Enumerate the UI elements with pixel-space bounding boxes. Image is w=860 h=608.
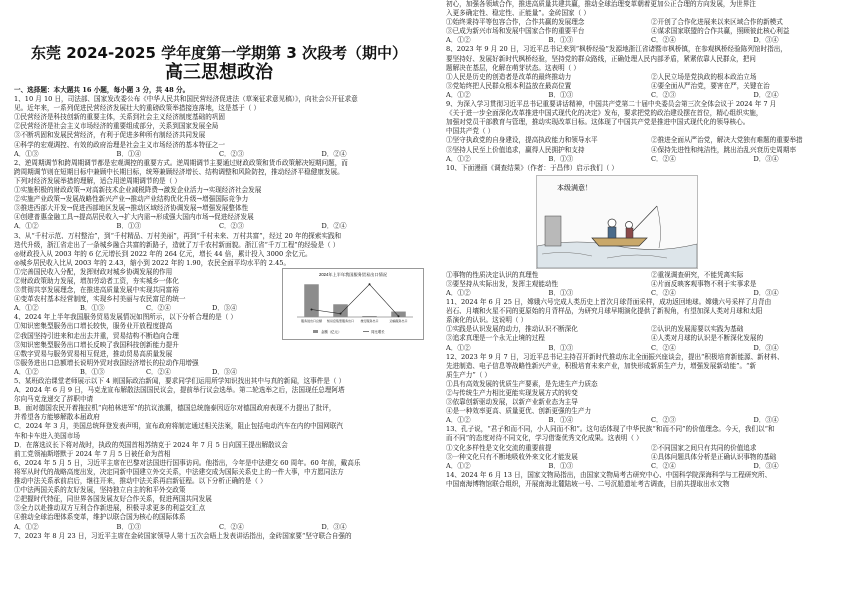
chart-svg bbox=[283, 269, 423, 339]
q4-item: ⑤服务进出口总额增长说明外贸对我国经济增长的拉动作用增强 bbox=[14, 358, 199, 367]
q12-item: ②与传统生产力相比更能实现发展方式的转变 bbox=[446, 389, 578, 397]
q5-line: 尔向马克龙递交了辞职申请 bbox=[14, 395, 94, 404]
question-7-continued bbox=[446, 0, 856, 45]
option-a[interactable]: A．①③ bbox=[14, 149, 39, 158]
q2-options bbox=[14, 222, 424, 231]
q5-line: B．面对德国农民开着拖拉机“向柏林进军”的抗议浪潮，德国总统施泰因迈尔对德国政府表现不力提出了批评， bbox=[14, 404, 336, 413]
option-d[interactable]: D．②④ bbox=[321, 149, 347, 158]
chart-category-label: 知识密集型服务出口 bbox=[326, 318, 355, 323]
q10-item: ①事物的性质决定认识的真理性 bbox=[446, 270, 539, 279]
option-b[interactable]: B．①④ bbox=[548, 416, 574, 425]
q6-item: ③全力以赴推动双方互利合作新进展，积极寻求更多的利益交汇点 bbox=[14, 504, 206, 513]
q11-item: ①实践是认识发展的动力，推动认识不断深化 bbox=[446, 325, 578, 334]
option-d[interactable]: D．③④ bbox=[753, 343, 779, 352]
q10-item: ④片面反映客观事物不利于实事求是 bbox=[651, 279, 757, 288]
cartoon-drawing bbox=[537, 176, 697, 268]
option-c[interactable]: C．②③ bbox=[219, 222, 244, 231]
q12-item: ①具有高效发展的优质生产要素，是先进生产力质态 bbox=[446, 379, 598, 388]
q8-line: 题解决在基层，化解在萌芽状态。这表明（ ） bbox=[446, 63, 580, 72]
q14-line: 中国南海博物馆联合组织，开展南海北麓陆坡一号、二号沉船遗址考古调查，目前共提取出水文物 bbox=[446, 479, 730, 488]
q1-item: ①民营经济是科技创新的重要主体，关系到社会主义经济制度基础的巩固 bbox=[14, 113, 225, 122]
q9-item: ①坚守执政党的自身建设，提高执政能力和领导水平 bbox=[446, 136, 598, 145]
option-c[interactable]: C．②③ bbox=[219, 149, 244, 158]
q8-item: ③党始终把人民群众根本利益放在最高位置 bbox=[446, 81, 572, 90]
q6-line: 推动中法关系承前启后，继往开来，推动中法关系再启新征程。以下分析正确的是（ ） bbox=[14, 477, 267, 486]
q3-line: 3、从“千村示范、万村整治”，到“千村精品、万村美丽”，再到“千村未来、万村共富”，经过 20 年的探索实践和 bbox=[14, 231, 342, 240]
q13-line: 13、孔子说，“君子和而不同，小人同而不和”。这句话体现了中华民族“和而不同”的价值理念。今天，我们以“和 bbox=[446, 425, 775, 434]
exam-subject: 高三思想政治 bbox=[165, 62, 273, 83]
option-c[interactable]: C．②④ bbox=[651, 461, 676, 470]
right-column bbox=[446, 0, 856, 608]
q7-item: ②开创了合作化进展来以来区域合作的新模式 bbox=[651, 18, 783, 27]
q11-line: 系演化的认识。这说明（ ） bbox=[446, 316, 528, 325]
option-a[interactable]: A．①② bbox=[446, 154, 471, 163]
question-8 bbox=[446, 45, 856, 100]
q5-line: 5、某班政治课堂老师展示以下 4 则国际政治新闻，要求同学们运用所学知识找出其中与真的新闻，这事件是（ ） bbox=[14, 377, 346, 385]
option-d[interactable]: D．③④ bbox=[321, 522, 347, 531]
option-c[interactable]: C．②④ bbox=[651, 288, 676, 297]
q3-item: ④变革农村基本经营制度，实现乡村美丽与农民富足的统一 bbox=[14, 295, 186, 304]
option-b[interactable]: B．①③ bbox=[548, 461, 574, 470]
option-d[interactable]: D．③④ bbox=[753, 36, 779, 45]
q10-item: ③要坚持从实际出发，发挥主观能动性 bbox=[446, 279, 559, 288]
q5-line: 车和卡车进入美国市场 bbox=[14, 431, 80, 440]
option-d[interactable]: D．②④ bbox=[321, 222, 347, 231]
q2-item: ③推进西部大开发→促进西部地区发展→推动区域经济协调发展→增强发展整体性 bbox=[14, 204, 249, 213]
question-1 bbox=[14, 95, 424, 159]
q4-options bbox=[14, 368, 278, 377]
option-b[interactable]: B．①③ bbox=[548, 90, 574, 99]
q13-line: 而不同”的态度对待不同文化，学习借鉴优秀文化成果。这表明（ ） bbox=[446, 434, 643, 443]
q11-item: ②认识的发展需要以实践为基础 bbox=[651, 325, 744, 334]
chart-category-label: 旅行服务出口 bbox=[360, 318, 379, 323]
section-heading: 一、选择题：本大题共 16 小题，每小题 3 分，共 48 分。 bbox=[14, 86, 190, 94]
q9-item: ③坚持人民至上价值追求，赢得人民拥护和支持 bbox=[446, 145, 585, 154]
q13-item: ①文化多样性是文化交流的重要前提 bbox=[446, 443, 552, 452]
q3-item: ③贯彻共享发展理念，在推进高质量发展中实现共同富裕 bbox=[14, 286, 179, 295]
q9-line: 中国共产党（ ） bbox=[446, 127, 495, 136]
question-2 bbox=[14, 159, 424, 232]
option-b[interactable]: B．①③ bbox=[116, 522, 142, 531]
q4-item: ①知识密集型服务出口增长较快，服务业开放程度提高 bbox=[14, 322, 173, 331]
q9-item: ④保持先进性和纯洁性，跳出治乱兴衰历史周期率 bbox=[651, 145, 797, 154]
option-c[interactable]: C．②④ bbox=[651, 36, 676, 45]
q7-item: ③已成为新兴市场和发展中国家合作的重要平台 bbox=[446, 27, 585, 36]
q1-item: ②民营经济是社会主义市场经济的重要组成部分，关系到国家发展全局 bbox=[14, 122, 219, 131]
chart-growth-line bbox=[312, 284, 399, 316]
q1-item: ③不断巩固和发展民营经济，有利于促进多种所有制经济共同发展 bbox=[14, 131, 206, 140]
q7-item: ④谋求国家联盟的合作共赢，照顾彼此核心利益 bbox=[651, 27, 790, 36]
q6-item: ①中法两国关系的友好发展，坚持独立自主的和平外交政策 bbox=[14, 486, 186, 495]
option-b[interactable]: B．①③ bbox=[116, 222, 142, 231]
q9-line: 9、为深入学习贯彻习近平总书记重要讲话精神，中国共产党第二十届中央委员会第三次全体会议于 2024 年 7 月 bbox=[446, 100, 777, 109]
question-10 bbox=[446, 164, 856, 298]
chart-category-label: 运输服务出口 bbox=[389, 318, 408, 323]
q3-item: ②财政政策助力发展，增加劳动者工资，夯实城乡一体化 bbox=[14, 276, 179, 285]
q8-line: 要坚持好、发展好新时代枫桥经验，坚持党的群众路线，正确处理人民内部矛盾，紧紧依靠人民群众，把问 bbox=[446, 54, 756, 63]
option-c[interactable]: C．②④ bbox=[146, 367, 171, 376]
option-b[interactable]: B．①③ bbox=[548, 343, 574, 352]
q6-item: ②把握时代特征，同世界各国发展友好合作关系，促进两国共同发展 bbox=[14, 495, 212, 504]
q1-line: 1、10 月 10 日，司法部、国家发改委公布《中华人民共和国民营经济促进法（草案征求意见稿）》，向社会公开征求意 bbox=[14, 95, 358, 104]
option-d[interactable]: D．③④ bbox=[753, 416, 779, 425]
q11-item: ③追求真理是一个永无止境的过程 bbox=[446, 334, 545, 343]
q6-line: 将军从时代的战略高度出发，决定同新中国建立外交关系，中法建交成为国际关系史上的一件大事，中方愿同法方 bbox=[14, 467, 344, 476]
option-b[interactable]: B．①④ bbox=[116, 149, 142, 158]
question-5 bbox=[14, 377, 424, 459]
option-c[interactable]: C．②④ bbox=[219, 522, 244, 531]
chart-bar bbox=[362, 316, 377, 317]
q7-line: 初心，加强各领域合作，推进高质量共建共赢，推动全球治理变革朝着更加公正合理的方向发展，为世界注 bbox=[446, 0, 756, 8]
q2-line: 下列对经济发展举措的理解，适合用逆周期调节的是（ ） bbox=[14, 176, 181, 185]
option-c[interactable]: C．②④ bbox=[146, 304, 171, 313]
q8-item: ④要全面从严治党，要害在严，关键在治 bbox=[651, 81, 770, 90]
option-a[interactable]: A．①② bbox=[14, 522, 39, 531]
option-c[interactable]: C．②③ bbox=[651, 416, 676, 425]
option-a[interactable]: A．①② bbox=[446, 288, 471, 297]
option-d[interactable]: D．③④ bbox=[212, 367, 238, 376]
option-c[interactable]: C．②④ bbox=[651, 343, 676, 352]
q13-options bbox=[446, 462, 856, 471]
q2-line: 2、逆周期调节和跨周期调节都是宏观调控的重要方式。逆周期调节主要通过财政政策和货币政策解决短期问题，而 bbox=[14, 158, 348, 167]
question-12 bbox=[446, 353, 856, 426]
q3-data: ◎城乡居民收入比从 2003 年的 2.43，缩小到 2022 年的 1.90，农民全面平均水平的 2.45。 bbox=[14, 258, 291, 267]
q7-item: ①始终秉持平等包容合作，合作共赢的发展理念 bbox=[446, 18, 585, 27]
cartoon-image bbox=[536, 175, 698, 269]
question-3 bbox=[14, 232, 424, 378]
q13-item: ④具体问题具体分析是正确认识事物的基础 bbox=[651, 452, 777, 461]
question-9 bbox=[446, 100, 856, 164]
q6-line: 6、2024 年 5 月 5 日，习近平主席在巴黎对法国进行国事访问。他指出，今年是中法建交 60 周年。60 年前，戴高乐 bbox=[14, 458, 361, 467]
q7-line: 7、2023 年 8 月 23 日，习近平主席在金砖国家领导人第十五次会晤上发表讲话指出，金砖国家要“坚守联合自强的 bbox=[14, 531, 352, 540]
q3-line: 迭代升级，浙江省走出了一条城乡融合共富的新路子，造就了万千农村新面貌。浙江省“千万工程”的经验是（ ） bbox=[14, 240, 340, 249]
q11-options bbox=[446, 344, 856, 353]
q3-data: ◎财政投入从 2003 年的 6 亿元增长到 2022 年的 264 亿元，增长 44 倍，累计投入 3000 余亿元。 bbox=[14, 249, 312, 258]
cartoon-caption: 本级满意！ bbox=[557, 183, 592, 192]
option-a[interactable]: A．①② bbox=[14, 222, 39, 231]
option-b[interactable]: B．①③ bbox=[548, 36, 574, 45]
q4-item: ④数字贸易与服务贸易相互促进，推动贸易高质量发展 bbox=[14, 349, 173, 358]
option-a[interactable]: A．①② bbox=[14, 367, 39, 376]
q12-item: ④是一种效率更高、质量更优、创新更强的生产力 bbox=[446, 407, 592, 416]
q14-line: 14、2024 年 6 月 13 日，国家文物局指出，由国家文物局考古研究中心、中国科学院深海科学与工程研究所、 bbox=[446, 470, 772, 479]
option-d[interactable]: D．③④ bbox=[212, 304, 238, 313]
q11-line: 11、2024 年 6 月 25 日，嫦娥六号完成人类历史上首次月球背面采样，成功返回地球。嫦娥六号采样了月背由 bbox=[446, 298, 772, 307]
q12-line: 12、2023 年 9 月 7 日，习近平总书记主持召开新时代推动东北全面振兴座谈会，提出“积极培育新能源、新材料、 bbox=[446, 352, 784, 361]
q5-line: 前工党领袖斯塔默于 2024 年 7 月 5 日被任命为首相 bbox=[14, 449, 171, 458]
q13-item: ③一种文化只有不断地吸收外来文化才能发展 bbox=[446, 452, 578, 461]
q12-line: 先进制造、电子信息等战略性新兴产业，积极培育未来产业，加快形成新质生产力，增强发展新动能”。“新 bbox=[446, 361, 757, 370]
chart-bar bbox=[304, 284, 319, 317]
q1-options bbox=[14, 150, 424, 159]
q2-line: 跨周期调节则在短期目标中兼顾中长期目标，统筹兼顾经济增长、结构调整和风险防控，推动经济平稳健康发展。 bbox=[14, 167, 344, 176]
q9-item: ②推进全面从严治党，解决大党独有难题的重要举措 bbox=[651, 136, 803, 145]
left-column bbox=[14, 0, 424, 608]
q3-options bbox=[14, 304, 278, 313]
option-a[interactable]: A．①② bbox=[14, 304, 39, 313]
option-b[interactable]: B．①③ bbox=[548, 288, 574, 297]
q6-options bbox=[14, 523, 424, 532]
option-c[interactable]: C．②④ bbox=[651, 154, 676, 163]
q4-item: ③知识密集型服务出口增长反映了我国科技创新能力提升 bbox=[14, 340, 179, 349]
q1-line: 见。近年来，一系列促进民营经济发展壮大的重磅政策举措接连落地，这是基于（ ） bbox=[14, 104, 261, 113]
question-6 bbox=[14, 459, 424, 532]
service-trade-chart bbox=[282, 268, 424, 340]
exam-title: 东莞 2024-2025 学年度第一学期第 3 次段考（期中） bbox=[30, 44, 408, 62]
q8-line: 8、2023 年 9 月 20 日，习近平总书记来到“枫桥经验”发源地浙江省诸暨市枫桥镇，在参观枫桥经验陈列馆时指出， bbox=[446, 45, 787, 54]
chart-title: 2024年上半年我国服务贸易出口情况 bbox=[319, 271, 387, 277]
q9-line: 《关于进一步全面深化改革推进中国式现代化的决定》发布，要求把党的政治建设摆在首位，精心组织实施， bbox=[446, 109, 763, 118]
q12-line: 质生产力”（ ） bbox=[446, 370, 492, 379]
q5-line: D．在落选议长下将对战时，执政的英国首相苏纳克于 2024 年 7 月 5 日向国王提出解散议会 bbox=[14, 440, 288, 449]
q8-item: ②人民立场是党执政的根本政治立场 bbox=[651, 72, 757, 81]
question-14 bbox=[446, 471, 856, 489]
option-d[interactable]: D．③④ bbox=[753, 288, 779, 297]
q9-line: 加强对党员干部教育与管理，推动实现改革目标。这体现了中国共产党是推进中国式现代化的领导核心。 bbox=[446, 118, 750, 127]
q10-line: 10、下面漫画《调查结果》（作者：于昌伟）启示我们（ ） bbox=[446, 163, 619, 172]
q10-item: ②重视调查研究，不能凭离实际 bbox=[651, 270, 744, 279]
question-13 bbox=[446, 425, 856, 470]
option-b[interactable]: B．①③ bbox=[80, 367, 105, 376]
chart-line-point bbox=[311, 308, 313, 310]
q8-options bbox=[446, 91, 856, 100]
q12-options bbox=[446, 416, 856, 425]
q4-line: 4、2024 年上半年我国服务贸易发展情况如图所示，以下分析合理的是（ ） bbox=[14, 313, 237, 322]
q7-line: 入更多确定性、稳定性、正能量”。金砖国家（ ） bbox=[446, 9, 590, 18]
q2-item: ①实施积极的财政政策→对高新技术企业减税降费→激发企业活力→实现经济社会发展 bbox=[14, 186, 262, 195]
q1-item: ④科学的宏观调控、有效的政府治理是社会主义市场经济的基本特征之一 bbox=[14, 140, 225, 149]
q2-item: ②实施产业政策→发展战略性新兴产业→推动产业结构优化升级→增强国际竞争力 bbox=[14, 195, 249, 204]
q11-item: ④人类对月球的认识是不断深化发展的 bbox=[651, 334, 764, 343]
option-d[interactable]: D．②④ bbox=[753, 90, 779, 99]
chart-line-point bbox=[369, 283, 371, 285]
q3-item: ①完善国民收入分配，发挥财政对城乡协调发展的作用 bbox=[14, 267, 173, 276]
chart-legend-label: 金额（亿元） bbox=[321, 329, 342, 334]
q13-item: ②不同国家之间只有共同的价值追求 bbox=[651, 443, 757, 452]
q5-line: 并希望各方能够解散本届政府 bbox=[14, 413, 100, 422]
q5-line: C．2024 年 3 月，美国总统拜登发表声明，宣布政府将制定通过相关法案，阻止包括电动汽车在内的中国网联汽 bbox=[14, 422, 344, 431]
option-a[interactable]: A．①② bbox=[446, 36, 471, 45]
chart-category-label: 服务进出口总额 bbox=[300, 318, 323, 323]
option-c[interactable]: C．②③ bbox=[651, 90, 676, 99]
option-a[interactable]: A．①② bbox=[446, 461, 471, 470]
q4-item: ②我国坚持引进来和走出去并重，贸易结构不断趋向合理 bbox=[14, 331, 179, 340]
chart-legend-swatch bbox=[313, 330, 318, 333]
q12-item: ③依靠创新驱动发展，以新产业新业态为主导 bbox=[446, 398, 578, 407]
option-b[interactable]: B．①③ bbox=[548, 154, 574, 163]
option-a[interactable]: A．①② bbox=[446, 343, 471, 352]
chart-line-point bbox=[398, 315, 400, 317]
question-7 bbox=[14, 532, 424, 541]
q10-options bbox=[446, 289, 856, 298]
option-d[interactable]: D．③④ bbox=[753, 154, 779, 163]
option-a[interactable]: A．①② bbox=[446, 416, 471, 425]
option-a[interactable]: A．①② bbox=[446, 90, 471, 99]
chart-legend-label: 同比增长 bbox=[371, 329, 385, 334]
q9-options bbox=[446, 155, 856, 164]
q8-item: ①人民是历史的创造者是改革的最终推动力 bbox=[446, 72, 572, 81]
option-b[interactable]: B．①③ bbox=[80, 304, 105, 313]
option-d[interactable]: D．③④ bbox=[753, 461, 779, 470]
q2-item: ④创建普惠金融工具→提高居民收入→扩大内需→形成强大国内市场→促进经济发展 bbox=[14, 213, 254, 222]
q5-line: A．2024 年 6 月 9 日，马克龙宣布解散法国国民议会，提前举行议会选举。第二轮选举之后，法国现任总理阿塔 bbox=[14, 386, 345, 395]
chart-bar bbox=[333, 304, 348, 317]
question-11 bbox=[446, 298, 856, 353]
chart-line-point bbox=[340, 313, 342, 315]
q11-line: 岩石、月壤和火星不同的更原始的月背样品，为研究月球早期演化提供了新视角，有望加深人类对月球和太阳 bbox=[446, 307, 763, 316]
q6-item: ④推动全球治理体系变革，维护以联合国为核心的国际体系 bbox=[14, 513, 186, 522]
